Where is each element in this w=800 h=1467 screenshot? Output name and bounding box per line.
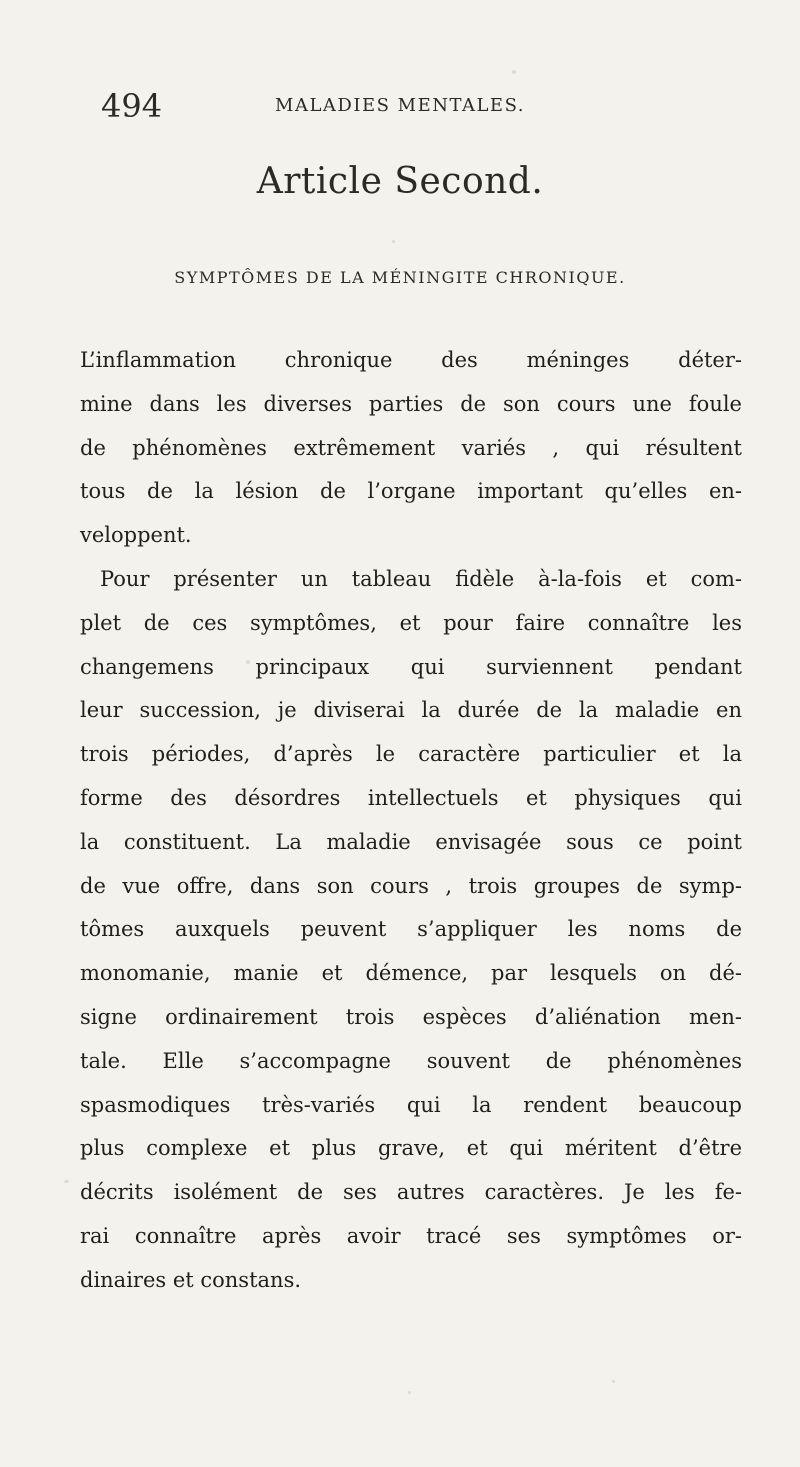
text-line: décrits isolément de ses autres caractères. Je les fe- (80, 1180, 742, 1205)
text-line: monomanie, manie et démence, par lesquels on dé- (80, 961, 742, 986)
text-line: forme des désordres intellectuels et physiques qui (80, 785, 742, 810)
running-title: MALADIES MENTALES. (275, 95, 525, 116)
text-line: tous de la lésion de l’organe important qu’elles en- (80, 479, 742, 504)
text-line: plet de ces symptômes, et pour faire connaître les (80, 610, 742, 635)
page-header (0, 86, 800, 126)
text-line: leur succession, je diviserai la durée de la maladie en (80, 698, 742, 723)
text-line: Pour présenter un tableau fidèle à-la-fois et com- (100, 566, 742, 591)
paper-speck (408, 1391, 411, 1394)
article-title: Article Second. (256, 161, 544, 202)
text-line: rai connaître après avoir tracé ses symptômes or- (80, 1223, 742, 1248)
paper-speck (392, 240, 395, 243)
text-line: L’inflammation chronique des méninges déter- (80, 348, 742, 372)
paragraph-1 (80, 339, 742, 558)
paragraph-2 (80, 558, 742, 1303)
text-line: tale. Elle s’accompagne souvent de phénomènes (80, 1048, 742, 1073)
page-number: 494 (101, 87, 163, 125)
text-line: spasmodiques très-variés qui la rendent beaucoup (80, 1092, 742, 1117)
paper-speck (512, 70, 516, 74)
paper-speck (64, 1180, 69, 1183)
text-line: de phénomènes extrêmement variés , qui résultent (80, 435, 742, 460)
text-line: trois périodes, d’après le caractère particulier et la (80, 742, 742, 767)
text-line: la constituent. La maladie envisagée sous ce point (80, 829, 742, 854)
paper-speck (612, 1380, 615, 1383)
text-line: tômes auxquels peuvent s’appliquer les noms de (80, 917, 742, 942)
text-line: dinaires et constans. (80, 1267, 302, 1292)
text-line: de vue offre, dans son cours , trois groupes de symp- (80, 873, 742, 898)
section-title: SYMPTÔMES DE LA MÉNINGITE CHRONIQUE. (174, 268, 626, 287)
text-line: veloppent. (80, 523, 192, 548)
text-line: signe ordinairement trois espèces d’aliénation men- (80, 1004, 742, 1029)
text-line: mine dans les diverses parties de son cours une foule (80, 391, 742, 416)
text-line: plus complexe et plus grave, et qui méritent d’être (80, 1136, 742, 1161)
body-text (80, 339, 742, 1303)
text-line: changemens principaux qui surviennent pendant (80, 654, 742, 679)
